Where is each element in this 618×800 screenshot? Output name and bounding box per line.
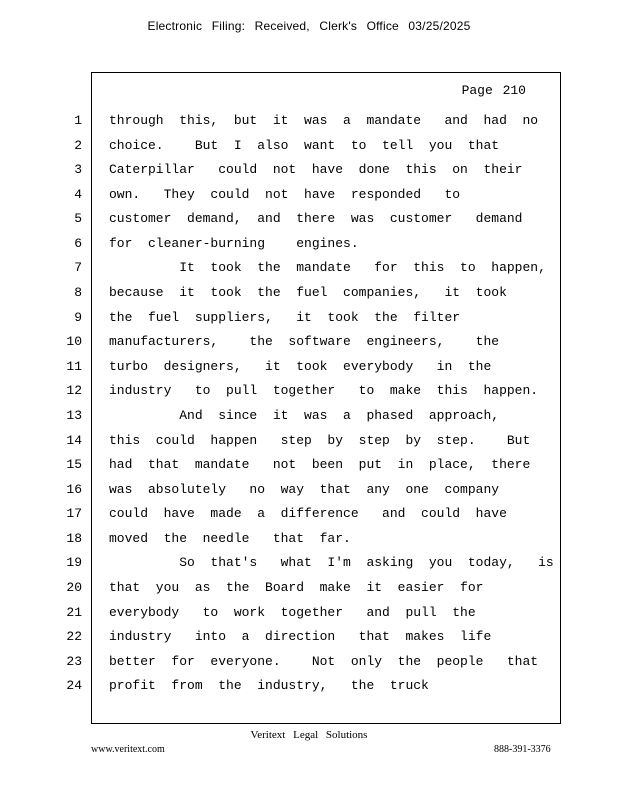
line-number: 19 [66, 555, 82, 570]
line-number: 23 [66, 654, 82, 669]
line-text: had that mandate not been put in place, there [109, 457, 531, 472]
line-text: It took the mandate for this to happen, [109, 260, 546, 275]
line-number: 16 [66, 482, 82, 497]
line-text: manufacturers, the software engineers, the [109, 334, 500, 349]
line-number: 14 [66, 433, 82, 448]
line-number: 9 [74, 310, 82, 325]
footer-phone: 888-391-3376 [494, 744, 551, 755]
line-number: 7 [74, 260, 82, 275]
line-number: 2 [74, 138, 82, 153]
line-text: own. They could not have responded to [109, 187, 461, 202]
line-text: because it took the fuel companies, it took [109, 285, 507, 300]
line-text: And since it was a phased approach, [109, 408, 500, 423]
line-text: industry to pull together to make this happen. [109, 383, 539, 398]
line-number: 22 [66, 629, 82, 644]
line-text: better for everyone. Not only the people that [109, 654, 539, 669]
line-number: 18 [66, 531, 82, 546]
line-number: 6 [74, 236, 82, 251]
page-number: Page 210 [461, 83, 526, 98]
line-text: turbo designers, it took everybody in the [109, 359, 492, 374]
line-number: 20 [66, 580, 82, 595]
line-text: this could happen step by step by step. But [109, 433, 531, 448]
footer-website: www.veritext.com [91, 744, 165, 755]
line-number: 12 [66, 383, 82, 398]
line-text: that you as the Board make it easier for [109, 580, 484, 595]
line-text: could have made a difference and could have [109, 506, 507, 521]
line-text: moved the needle that far. [109, 531, 351, 546]
line-text: the fuel suppliers, it took the filter [109, 310, 461, 325]
line-number: 11 [66, 359, 82, 374]
line-text: was absolutely no way that any one company [109, 482, 500, 497]
line-text: industry into a direction that makes life [109, 629, 492, 644]
line-text: for cleaner-burning engines. [109, 236, 359, 251]
line-text: profit from the industry, the truck [109, 678, 429, 693]
line-text: So that's what I'm asking you today, is [109, 555, 554, 570]
line-number: 1 [74, 113, 82, 128]
footer-company: Veritext Legal Solutions [250, 729, 368, 741]
line-number: 24 [66, 678, 82, 693]
line-text: Caterpillar could not have done this on their [109, 162, 523, 177]
line-number: 8 [74, 285, 82, 300]
line-number: 13 [66, 408, 82, 423]
line-text: everybody to work together and pull the [109, 605, 476, 620]
line-text: customer demand, and there was customer demand [109, 211, 523, 226]
line-text: through this, but it was a mandate and had no [109, 113, 539, 128]
line-number: 5 [74, 211, 82, 226]
line-number: 15 [66, 457, 82, 472]
line-number: 4 [74, 187, 82, 202]
line-number: 21 [66, 605, 82, 620]
line-text: choice. But I also want to tell you that [109, 138, 500, 153]
line-number: 17 [66, 506, 82, 521]
line-number: 3 [74, 162, 82, 177]
filing-stamp-header: Electronic Filing: Received, Clerk's Office 03/25/2025 [147, 19, 471, 33]
line-number: 10 [66, 334, 82, 349]
